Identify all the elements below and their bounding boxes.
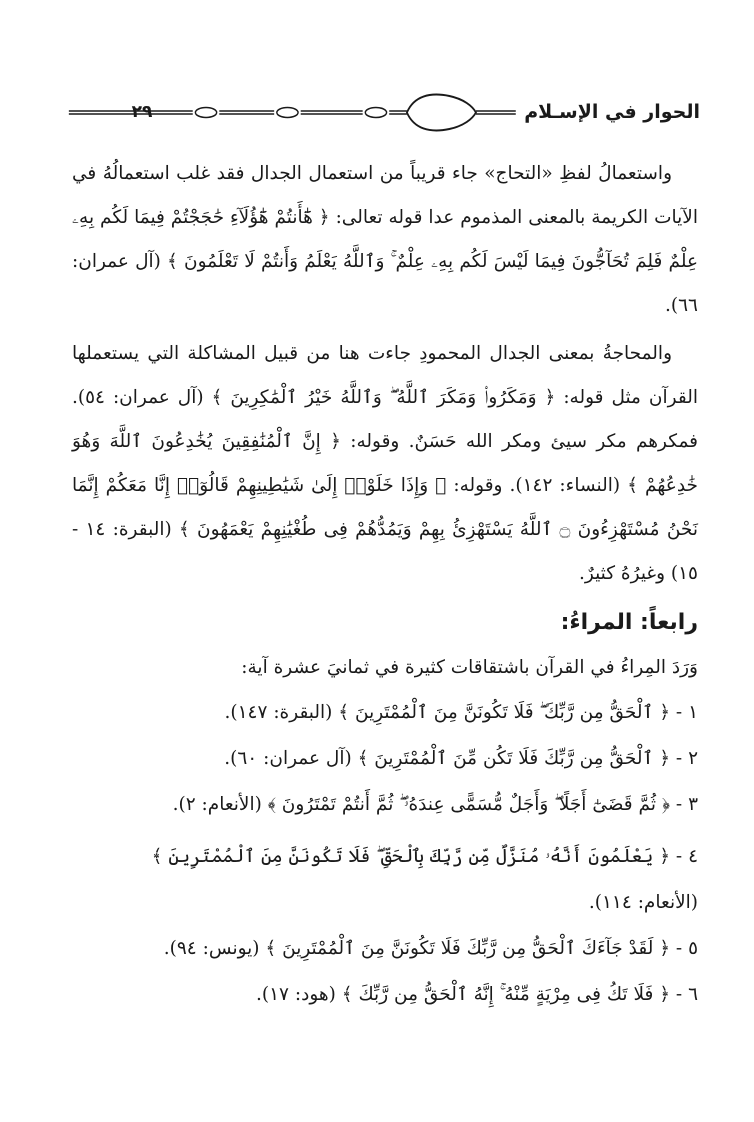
verse-item-4-reference: (الأنعام: ١١٤).	[588, 892, 698, 913]
verse-item-3: ٣ - ﴿ ثُمَّ قَضَىٰٓ أَجَلًا ۖ وَأَجَلٌ مُّسَمًّى عِندَهُۥ ۖ ثُمَّ أَنتُمْ تَمْتَرُونَ ﴾ (الأنعام: ٢).	[172, 794, 698, 815]
verse-item-4: ٤ - ﴿ يَعْلَمُونَ أَنَّهُۥ مُنَزَّلٌ مِّن رَّبِّكَ بِٱلْحَقِّ ۖ فَلَا تَكُونَنَّ مِنَ ٱلْمُمْتَرِينَ ﴾	[151, 846, 698, 867]
verse-item-2: ٢ - ﴿ ٱلْحَقُّ مِن رَّبِّكَ فَلَا تَكُن مِّنَ ٱلْمُمْتَرِينَ ﴾ (آل عمران: ٦٠).	[224, 748, 698, 769]
page-body	[72, 152, 698, 1018]
section-heading-miraa: رابعاً: المراءُ:	[560, 610, 698, 635]
verse-item-1: ١ - ﴿ ٱلْحَقُّ مِن رَّبِّكَ ۖ فَلَا تَكُونَنَّ مِنَ ٱلْمُمْتَرِينَ ﴾ (البقرة: ١٤٧).	[224, 702, 698, 723]
paragraph-muhajja: والمحاجةُ بمعنى الجدال المحمودِ جاءت هنا من قبيل المشاكلة التي يستعملها القرآن مثل قوله: ﴿ وَمَكَرُوا۟ وَمَكَرَ ٱللَّهُ ۖ وَٱللَّهُ خَيْرُ ٱلْمَٰكِرِينَ ﴾ (آل عمران: ٥٤). فمكرهم مكر سيئ ومكر الله حَسَنٌ. وقوله: ﴿ إِنَّ ٱلْمُنَٰفِقِينَ يُخَٰدِعُونَ ٱللَّهَ وَهُوَ خَٰدِعُهُمْ ﴾ (النساء: ١٤٢). وقوله: ﴿ وَإِذَا خَلَوْا۟ إِلَىٰ شَيَٰطِينِهِمْ قَالُوٓا۟ إِنَّا مَعَكُمْ إِنَّمَا نَحْنُ مُسْتَهْزِءُونَ ۝ ٱللَّهُ يَسْتَهْزِئُ بِهِمْ وَيَمُدُّهُمْ فِى طُغْيَٰنِهِمْ يَعْمَهُونَ ﴾ (البقرة: ١٤ - ١٥) وغيرُهُ كثيرٌ.	[72, 343, 698, 584]
section-intro: وَرَدَ المِراءُ في القرآن باشتقاقات كثيرة في ثمانيَ عشرة آية:	[241, 657, 698, 678]
paragraph-tahaj: واستعمالُ لفظِ «التحاج» جاء قريباً من استعمال الجدال فقد غلب استعمالُهُ في الآيات الكريمة بالمعنى المذموم عدا قوله تعالى: ﴿ هَٰٓأَنتُمْ هَٰٓؤُلَآءِ حَٰجَجْتُمْ فِيمَا لَكُم بِهِۦ عِلْمٌ فَلِمَ تُحَآجُّونَ فِيمَا لَيْسَ لَكُم بِهِۦ عِلْمٌ ۚ وَٱللَّهُ يَعْلَمُ وَأَنتُمْ لَا تَعْلَمُونَ ﴾ (آل عمران: ٦٦).	[72, 163, 698, 316]
verse-item-6: ٦ - ﴿ فَلَا تَكُ فِى مِرْيَةٍ مِّنْهُ ۚ إِنَّهُ ٱلْحَقُّ مِن رَّبِّكَ ﴾ (هود: ١٧).	[255, 984, 698, 1005]
verse-item-5: ٥ - ﴿ لَقَدْ جَآءَكَ ٱلْحَقُّ مِن رَّبِّكَ فَلَا تَكُونَنَّ مِنَ ٱلْمُمْتَرِينَ ﴾ (يونس: ٩٤).	[163, 938, 698, 959]
page-number: ٢٩	[131, 102, 153, 122]
running-title: الحوار في الإسـلام	[524, 101, 700, 123]
